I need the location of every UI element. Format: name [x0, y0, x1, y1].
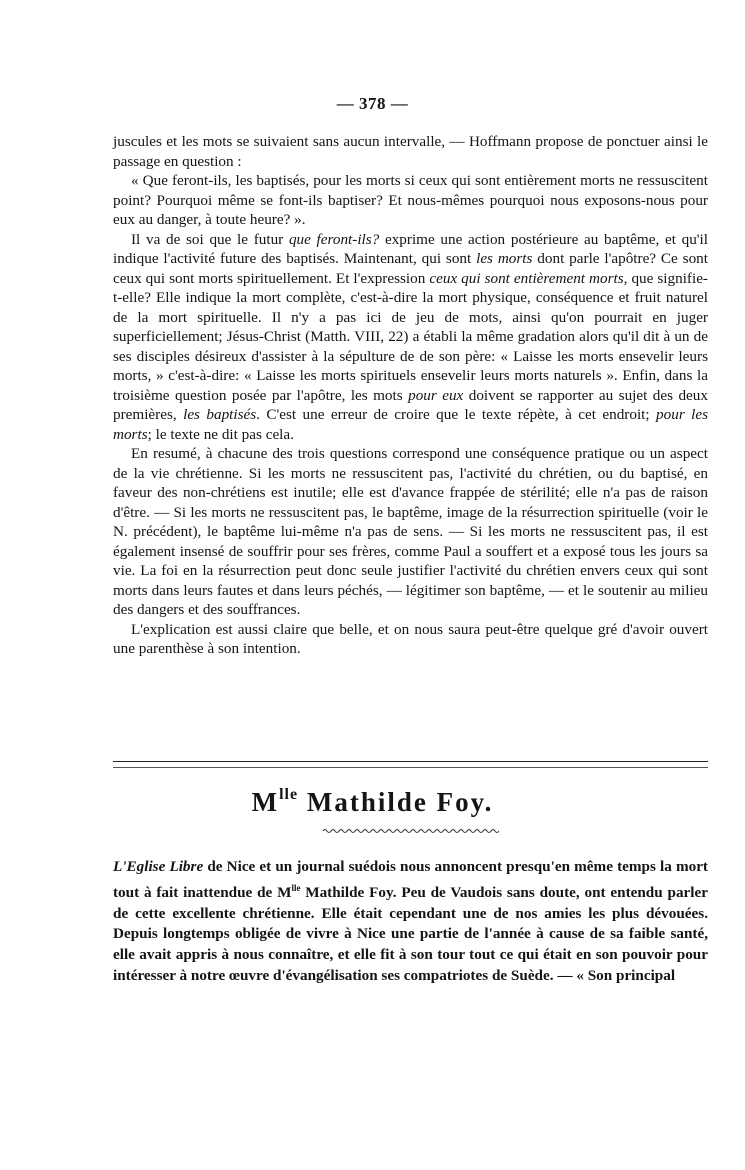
- title-superscript: lle: [279, 786, 299, 803]
- title-initial: M: [251, 787, 280, 817]
- paragraph-3: Il va de soi que le futur que feront-ils? exprime une action postérieure au baptême, et qu'il indique l'activité future des baptisés. Maintenant, qui sont les morts dont parle l'apôtre? Ce sont ceux qui sont morts spirituellement. Et l'expression ceux qui sont entièrement morts, que signifie-t-elle? Elle indique la mort complète, c'est-à-dire la mort physique, conséquence et fruit naturel de la mort spirituelle. Il n'y a pas ici de jeu de mots, ainsi qu'on pourrait en juger superficiellement; Jésus-Christ (Matth. VIII, 22) a établi la même gradation alors qu'il dit à un de ses disciples désireux d'assister à la sépulture de de son père: « Laisse les morts ensevelir leurs morts, » c'est-à-dire: « Laisse les morts spirituels ensevelir leurs morts naturels ». Enfin, dans la troisième question posée par l'apôtre, les mots pour eux doivent se rapporter au sujet des deux premières, les baptisés. C'est une erreur de croire que le texte répète, à cet endroit; pour les morts; le texte ne dit pas cela.: [113, 230, 709, 443]
- paragraph-2: « Que feront-ils, les baptisés, pour les morts si ceux qui sont entièrement morts ne ressuscitent point? Pourquoi même se font-ils baptiser? Et nous-mêmes pourquoi nous exposons-nous pour eux au danger, à toute heure? ».: [113, 172, 708, 228]
- paragraph-5: L'explication est aussi claire que belle, et on nous saura peut-être quelque gré d'avoir ouvert une parenthèse à son intention.: [113, 620, 708, 657]
- article-body: [113, 132, 708, 659]
- paragraph-4: En resumé, à chacune des trois questions correspond une conséquence pratique ou un aspect de la vie chrétienne. Si les morts ne ressuscitent pas, l'activité du chrétien, ou du baptisé, en faveur des non-chrétiens est inutile; elle est d'avance frappée de stérilité; elle n'a pas de raison d'être. — Si les morts ne ressuscitent pas, le baptême, image de la résurrection spirituelle (voir le N. précédent), le baptême lui-même n'a pas de sens. — Si les morts ne ressuscitent pas, il est également insensé de souffrir pour ses frères, comme Paul a souffert et a exposé tous les jours sa vie. La foi en la résurrection peut donc seule justifier l'activité du chrétien envers ceux qui sont morts dans leurs fautes et dans leurs péchés, — légitimer son baptême, — et le soutenir au milieu des dangers et des souffrances.: [113, 445, 708, 618]
- section-divider: [113, 761, 708, 768]
- obituary-title: [0, 786, 745, 818]
- page-number: — 378 —: [336, 94, 409, 113]
- paragraph-1: juscules et les mots se suivaient sans aucun intervalle, — Hoffmann propose de ponctuer ainsi le passage en question :: [113, 133, 708, 170]
- title-name: Mathilde Foy.: [298, 787, 494, 817]
- obituary-body: [113, 857, 708, 987]
- obituary-paragraph: L'Eglise Libre de Nice et un journal suédois nous annoncent presqu'en même temps la mort tout à fait inattendue de $M^{lle}$ Mathilde Foy. Peu de Vaudois sans doute, ont entendu parler de cette excellente chrétienne. Elle était cependant une de nos amies les plus dévouées. Depuis longtemps obligée de vivre à Nice une partie de l'année à cause de sa faible santé, elle avait appris à nous connaître, et elle fit à son tour tout ce qui était en son pouvoir pour intéresser à notre œuvre d'évangélisation ses compatriotes de Suède. — « Son principal: [113, 858, 708, 985]
- wavy-ornament-rule: [323, 828, 501, 834]
